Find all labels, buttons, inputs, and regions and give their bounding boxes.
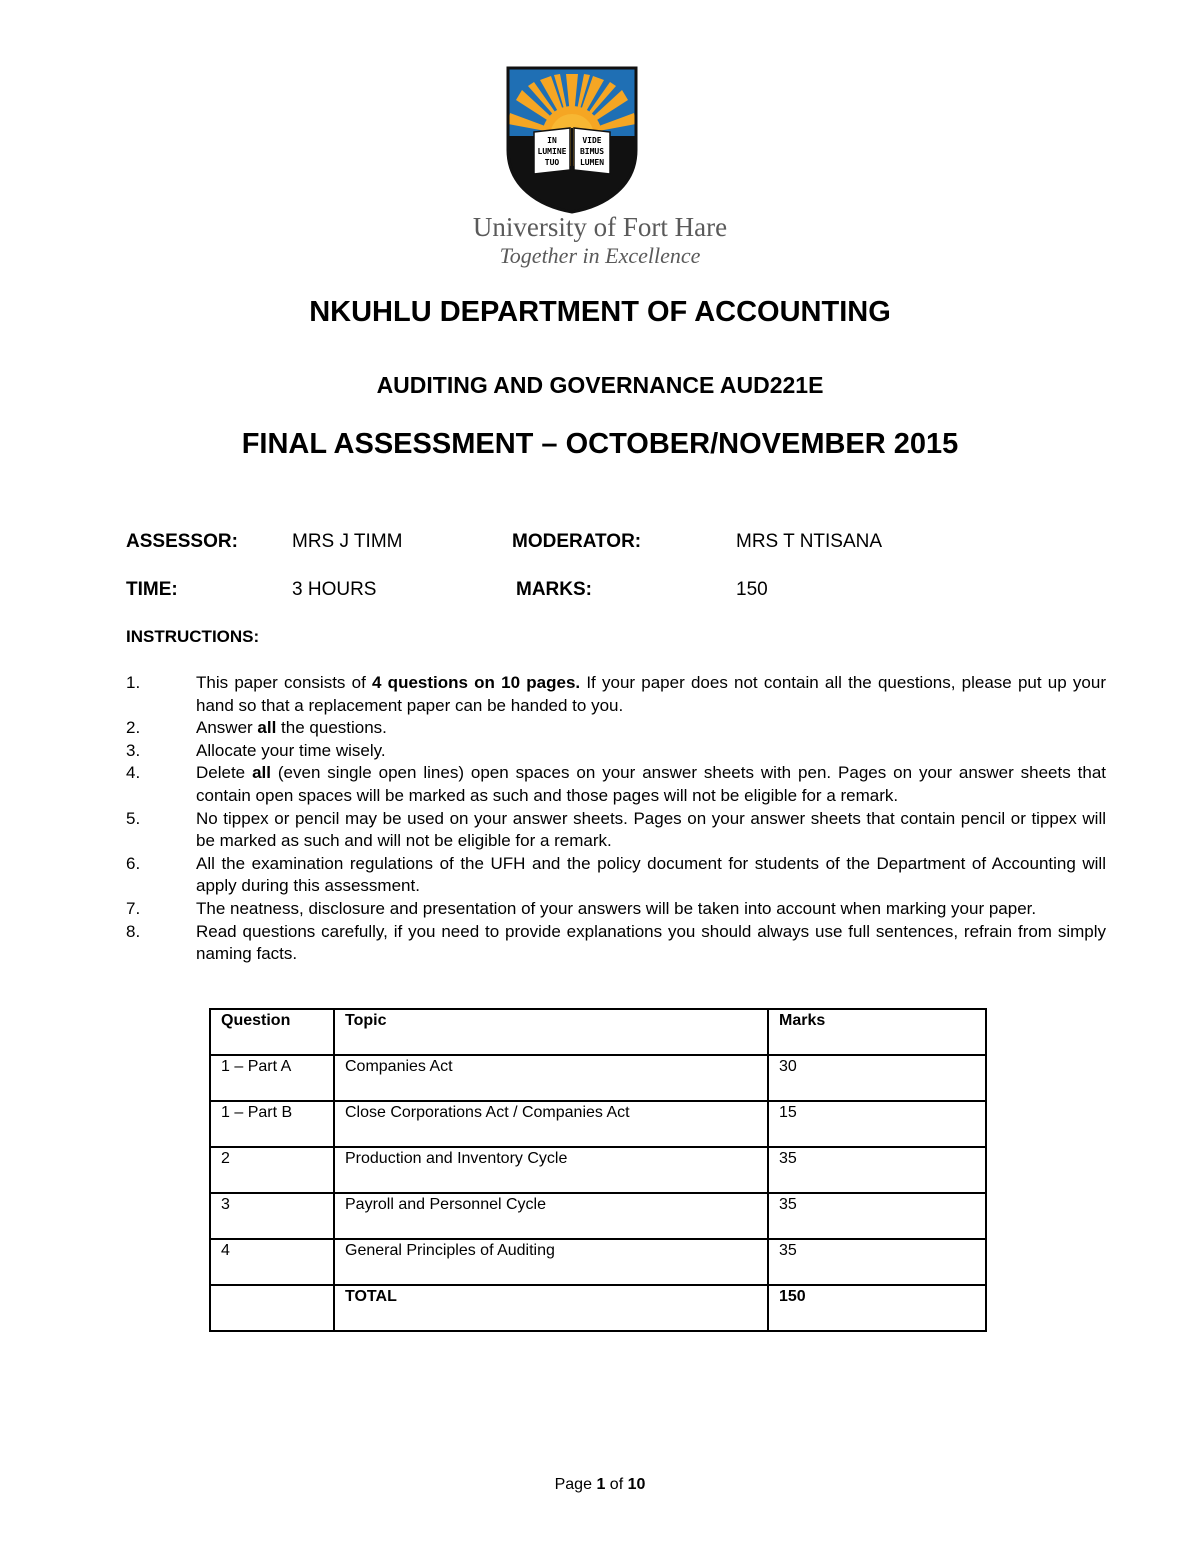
instruction-number: 2. bbox=[126, 718, 141, 738]
of-word: of bbox=[609, 1476, 624, 1493]
university-name: University of Fort Hare bbox=[472, 212, 728, 242]
total-marks: 150 bbox=[768, 1285, 986, 1331]
open-book-icon bbox=[534, 128, 610, 174]
instruction-number: 6. bbox=[126, 853, 141, 873]
time-label: TIME: bbox=[126, 579, 178, 600]
instruction-text: No tippex or pencil may be used on your answer sheets. Pages on your answer sheets that contain pencil or tippex will be marked as such and will not be eligible for a remark. bbox=[196, 808, 1106, 851]
moderator-value: MRS T NTISANA bbox=[736, 531, 883, 552]
table-row bbox=[210, 1239, 986, 1285]
instruction-item bbox=[126, 717, 1106, 740]
table-row bbox=[210, 1101, 986, 1147]
instruction-text: This paper consists of 4 questions on 10 pages. If your paper does not contain all the questions, please put up your hand so that a replacement paper can be handed to you. bbox=[196, 673, 1106, 715]
cell-marks: 15 bbox=[768, 1101, 986, 1147]
assessment-heading: FINAL ASSESSMENT – OCTOBER/NOVEMBER 2015 bbox=[241, 428, 959, 460]
instruction-number: 3. bbox=[126, 740, 141, 760]
header-topic: Topic bbox=[334, 1009, 768, 1055]
course-heading: AUDITING AND GOVERNANCE AUD221E bbox=[376, 372, 824, 398]
instruction-item bbox=[126, 762, 1106, 807]
assessor-label: ASSESSOR: bbox=[126, 531, 238, 552]
total-label: TOTAL bbox=[334, 1285, 768, 1331]
table-header-row bbox=[210, 1009, 986, 1055]
total-question-cell bbox=[210, 1285, 334, 1331]
moderator-label: MODERATOR: bbox=[512, 531, 642, 552]
instruction-text: Read questions carefully, if you need to provide explanations you should always use full sentences, refrain from simply naming facts. bbox=[196, 921, 1106, 964]
time-value: 3 HOURS bbox=[292, 579, 377, 600]
instruction-text: All the examination regulations of the UFH and the policy document for students of the Department of Accounting will apply during this assessment. bbox=[196, 853, 1106, 896]
instruction-text: Allocate your time wisely. bbox=[196, 740, 386, 760]
cell-marks: 35 bbox=[768, 1147, 986, 1193]
instruction-item bbox=[126, 853, 1106, 898]
instruction-item bbox=[126, 898, 1106, 921]
marks-value: 150 bbox=[736, 579, 768, 600]
cell-topic: Payroll and Personnel Cycle bbox=[334, 1193, 768, 1239]
page-number: 1 bbox=[596, 1476, 606, 1493]
cell-marks: 35 bbox=[768, 1239, 986, 1285]
book-left-line-3: TUO bbox=[544, 158, 560, 167]
table-total-row bbox=[210, 1285, 986, 1331]
cell-question: 1 – Part A bbox=[210, 1055, 334, 1101]
book-right-line-1: VIDE bbox=[582, 136, 602, 145]
book-right-line-3: LUMEN bbox=[579, 158, 605, 167]
page-footer bbox=[0, 1476, 1200, 1494]
book-left-line-2: LUMINE bbox=[537, 147, 567, 156]
cell-topic: Companies Act bbox=[334, 1055, 768, 1101]
department-heading: NKUHLU DEPARTMENT OF ACCOUNTING bbox=[309, 296, 891, 328]
instructions-heading: INSTRUCTIONS: bbox=[126, 627, 260, 646]
instruction-number: 1. bbox=[126, 673, 141, 692]
university-crest-logo bbox=[506, 66, 638, 214]
university-tagline: Together in Excellence bbox=[499, 243, 701, 268]
cell-topic: Close Corporations Act / Companies Act bbox=[334, 1101, 768, 1147]
page-word: Page bbox=[554, 1476, 592, 1493]
header-marks: Marks bbox=[768, 1009, 986, 1055]
cell-marks: 35 bbox=[768, 1193, 986, 1239]
cell-question: 2 bbox=[210, 1147, 334, 1193]
instruction-number: 4. bbox=[126, 763, 141, 783]
instruction-item bbox=[126, 921, 1106, 966]
table-row bbox=[210, 1147, 986, 1193]
cell-marks: 30 bbox=[768, 1055, 986, 1101]
header-question: Question bbox=[210, 1009, 334, 1055]
instruction-item bbox=[126, 808, 1106, 853]
instruction-text: Answer all the questions. bbox=[196, 718, 387, 738]
marks-label: MARKS: bbox=[516, 579, 592, 600]
instruction-number: 8. bbox=[126, 921, 141, 941]
cell-topic: General Principles of Auditing bbox=[334, 1239, 768, 1285]
assessor-value: MRS J TIMM bbox=[292, 531, 403, 552]
table-row bbox=[210, 1055, 986, 1101]
cell-question: 3 bbox=[210, 1193, 334, 1239]
instruction-text: The neatness, disclosure and presentation of your answers will be taken into account when marking your paper. bbox=[196, 898, 1037, 918]
instruction-item bbox=[126, 672, 1106, 717]
book-right-line-2: BIMUS bbox=[579, 147, 605, 156]
instruction-text: Delete all (even single open lines) open spaces on your answer sheets with pen. Pages on your answer sheets that contain open spaces will be marked as such and those pages will not be eligible for a remark. bbox=[196, 763, 1106, 805]
page-total: 10 bbox=[627, 1476, 646, 1493]
instruction-number: 5. bbox=[126, 808, 141, 828]
book-left-line-1: IN bbox=[547, 136, 557, 145]
table-row bbox=[210, 1193, 986, 1239]
instructions-list bbox=[126, 672, 1106, 966]
marks-allocation-table bbox=[209, 1008, 987, 1332]
cell-topic: Production and Inventory Cycle bbox=[334, 1147, 768, 1193]
instruction-item bbox=[126, 740, 1106, 763]
cell-question: 1 – Part B bbox=[210, 1101, 334, 1147]
cell-question: 4 bbox=[210, 1239, 334, 1285]
instruction-number: 7. bbox=[126, 898, 141, 918]
